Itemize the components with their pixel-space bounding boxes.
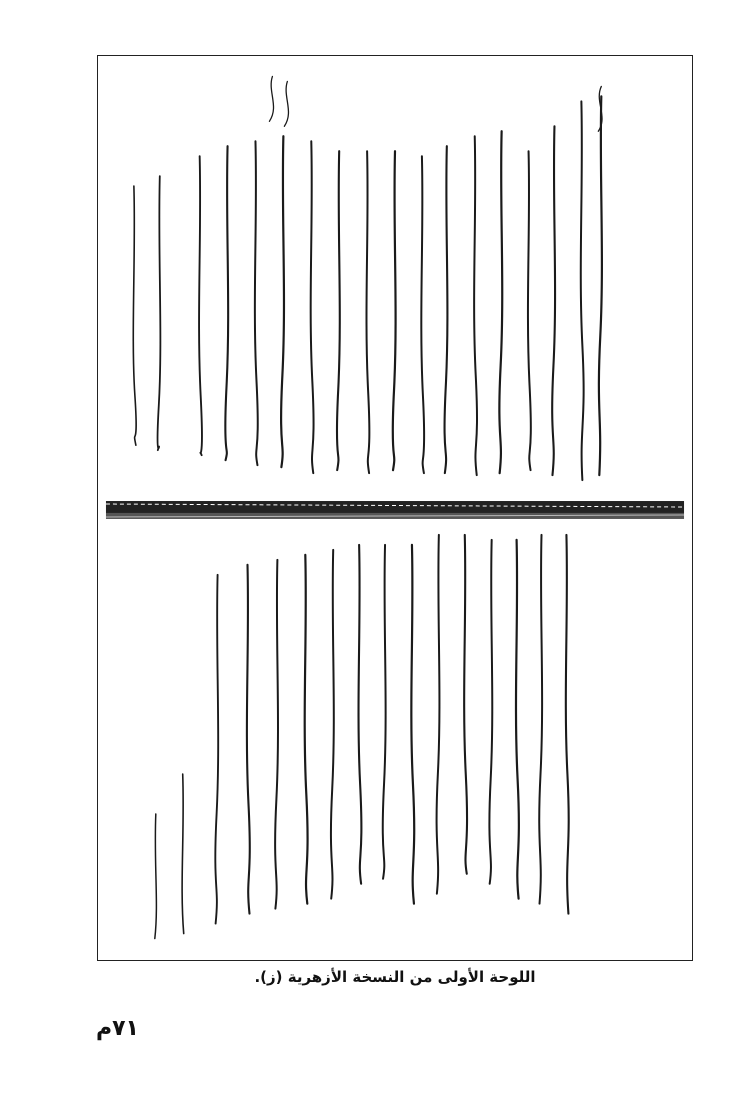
lower-text-block <box>155 535 569 939</box>
script-line <box>366 151 369 473</box>
margin-note <box>269 76 273 121</box>
script-line <box>311 141 314 473</box>
script-line <box>305 555 308 904</box>
script-line <box>255 141 258 465</box>
script-line <box>421 156 424 473</box>
script-line <box>281 136 284 467</box>
script-line <box>133 186 136 445</box>
script-line <box>445 146 448 473</box>
script-line <box>337 151 340 470</box>
script-line <box>516 540 519 899</box>
script-line <box>158 176 161 450</box>
script-line <box>552 126 555 475</box>
script-line <box>539 535 542 904</box>
script-line <box>215 575 218 924</box>
script-line <box>182 774 184 933</box>
margin-note <box>284 81 288 126</box>
script-line <box>474 136 477 475</box>
manuscript-frame <box>97 55 693 961</box>
script-line <box>464 535 467 874</box>
script-line <box>566 535 569 914</box>
script-line <box>581 101 584 480</box>
script-line <box>275 560 278 909</box>
script-line <box>225 146 228 460</box>
script-line <box>247 565 250 914</box>
figure-caption: اللوحة الأولى من النسخة الأزهرية (ز). <box>254 968 536 986</box>
script-line <box>199 156 202 455</box>
script-line <box>331 550 334 899</box>
script-line <box>383 545 386 879</box>
script-line <box>599 96 602 475</box>
script-line <box>437 535 440 894</box>
script-line <box>528 151 531 470</box>
script-line <box>393 151 396 470</box>
upper-text-block <box>133 76 602 480</box>
binding-strip <box>106 501 684 519</box>
script-line <box>411 545 414 904</box>
script-line <box>155 814 157 939</box>
manuscript-image <box>98 56 692 960</box>
script-line <box>489 540 492 884</box>
page-number: ٧١م <box>96 1016 139 1041</box>
script-line <box>499 131 502 473</box>
script-line <box>359 545 362 884</box>
